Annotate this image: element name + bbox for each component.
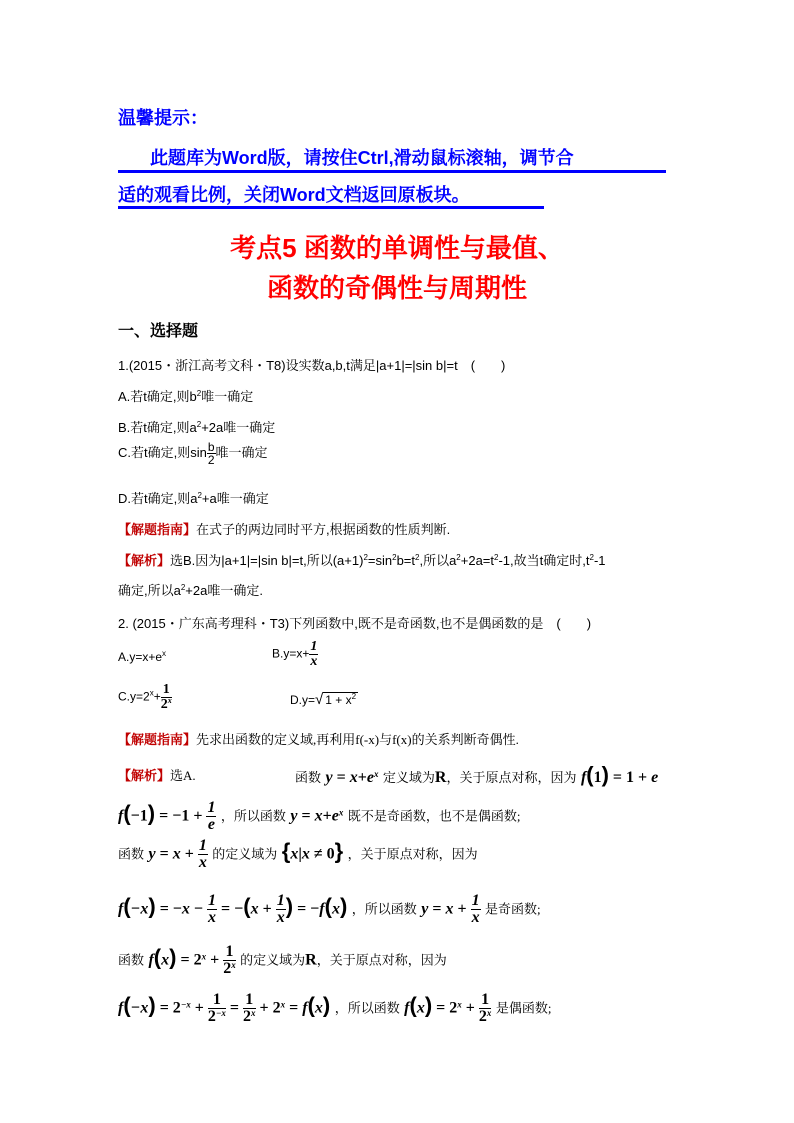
q1-option-a: A.若t确定,则$b^2$唯一确定 [118,389,254,404]
tip-line-2: 适的观看比例，关闭Word文档返回原板块。 [118,185,470,205]
q1-option-d: D.若t确定,则$a^2+a$唯一确定 [118,491,269,506]
q2-analysis-line-3: 函数 y = x + $\frac{1}{x}$ 的定义域为 {x|x ≠ 0} ，关于原点对称，因为 [118,837,478,871]
q2-answer-tag: 【解析】选A. [118,768,196,783]
q2-hint: 【解题指南】先求出函数的定义域,再利用f(-x)与f(x)的关系判断奇偶性. [118,732,519,747]
q2-stem: 2. (2015・广东高考理科・T3)下列函数中,既不是奇函数,也不是偶函数的是 ( ) [118,616,592,631]
tip-heading: 温馨提示： [118,108,208,128]
q2-analysis-line-6: $f(-x) = 2^{-x}$ + $\frac{1}{2^{-x}}$ = $\frac{1}{2^x}$ + $2^x = f(x)$ ，所以函数 $f(x) = 2^x$ + $\frac{1}{2^x}$ 是偶函数; [118,991,552,1025]
q2-analysis-line-2: f(−1) = −1 + $\frac{1}{e}$ ，所以函数 $y = x+e^x$ 既不是奇函数，也不是偶函数; [118,799,521,833]
q2-option-a: $A.y=x+e^x$ [118,649,167,664]
q1-hint: 【解题指南】在式子的两边同时平方,根据函数的性质判断. [118,522,451,537]
tip-underline-2 [118,206,544,209]
q2-option-b: B.y=x+ $\frac{1}{x}$ [272,639,318,669]
q1-option-b: B.若t确定,则$a^2+2a$唯一确定 [118,420,276,435]
q2-option-c: $C.y=2^x+$ $\frac{1}{2^x}$ [118,682,172,712]
tip-line-1: 此题库为Word版，请按住Ctrl,滑动鼠标滚轴，调节合 [150,148,574,168]
q2-option-d: D.y=√ $1 + x^2$ [290,691,357,708]
q1-answer-line-2: 确定,所以$a^2+2a$唯一确定. [118,583,263,598]
q1-answer-line-1: 【解析】选B.因为|a+1|=|sin b|=t,所以$(a+1)^2=\sin^2b=t^2$,所以$a^2+2a=t^2-1$,故当t确定时$,t^2-1$ [118,553,606,568]
page-title-line-1: 考点5 函数的单调性与最值、 [230,233,564,263]
q1-stem: 1.(2015・浙江高考文科・T8)设实数a,b,t满足|a+1|=|sin b|=t ( ) [118,358,506,373]
q2-analysis-line-4: f(−x) = −x − $\frac{1}{x}$ = −(x + $\frac{1}{x}$ ) = −f(x) ，所以函数 y = x + $\frac{1}{x}$ 是奇函数; [118,892,541,926]
tip-underline-1 [118,170,666,173]
q2-analysis-line-1: 函数 $y = x+e^x$ 定义域为R，关于原点对称，因为 f(1) = 1 + e [295,762,659,787]
section-heading: 一、选择题 [118,323,199,340]
q1-option-c: C.若t确定,则sin $\frac{b}{2}$ 唯一确定 [118,440,268,467]
page-title-line-2: 函数的奇偶性与周期性 [266,273,527,303]
q2-analysis-line-5: 函数 $f(x) = 2^x$ + $\frac{1}{2^x}$ 的定义域为R，关于原点对称，因为 [118,943,447,977]
